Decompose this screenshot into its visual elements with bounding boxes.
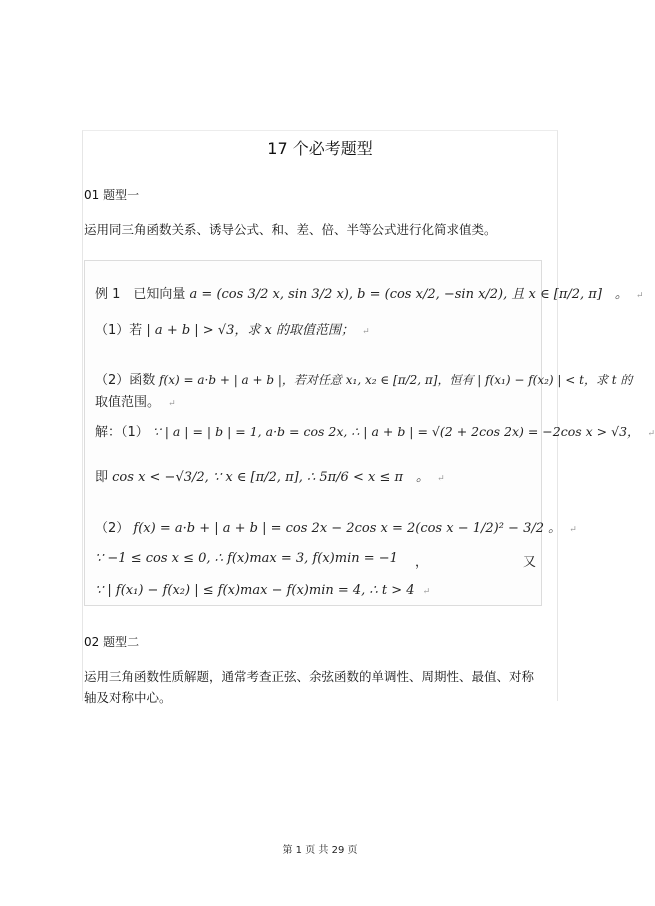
solution-label: 解：（1） <box>95 425 149 440</box>
example-line-2 <box>95 319 370 338</box>
example-line-1 <box>95 283 644 302</box>
question-math: f(x) = a·b + | a + b |，若对任意 x₁, x₂ ∈ [π/2, π]，恒有 | f(x₁) − f(x₂) | < t，求 t 的 <box>159 373 633 387</box>
return-mark: ↵ <box>569 525 577 535</box>
example-line-5 <box>95 421 655 440</box>
example-image <box>84 260 655 606</box>
question-math: | a + b | > √3，求 x 的取值范围； <box>146 323 354 338</box>
section-heading-2: 02 题型二 <box>84 635 140 649</box>
return-mark: ↵ <box>362 327 370 337</box>
example-line-3 <box>95 369 632 388</box>
question-label: （1）若 <box>95 323 143 338</box>
return-mark: ↵ <box>647 429 655 439</box>
solution-math: f(x) = a·b + | a + b | = cos 2x − 2cos x = 2(cos x − 1/2)² − 3/2 。 <box>133 521 562 536</box>
return-mark: ↵ <box>168 399 176 409</box>
example-line-6 <box>95 466 445 485</box>
comma-mark: ， <box>415 555 429 570</box>
example-line-4 <box>95 391 176 410</box>
example-line-8 <box>95 551 537 570</box>
solution-math: ∵ | a | = | b | = 1, a·b = cos 2x, ∴ | a + b | = √(2 + 2cos 2x) = −2cos x > √3， <box>152 424 640 439</box>
section-text-1: 运用同三角函数关系、诱导公式、和、差、倍、半等公式进行化简求值类。 <box>84 222 497 237</box>
return-mark: ↵ <box>437 474 445 484</box>
solution-math: ∵ −1 ≤ cos x ≤ 0, ∴ f(x)max = 3, f(x)min = −1 <box>95 551 398 566</box>
question-text: 取值范围。 <box>95 395 161 410</box>
example-line-7 <box>95 517 577 536</box>
example-line-9 <box>95 583 430 598</box>
solution-math: cos x < −√3/2, ∵ x ∈ [π/2, π], ∴ 5π/6 < x ≤ π 。 <box>112 470 430 485</box>
solution-label: 即 <box>95 470 109 485</box>
page-footer: 第 1 页 共 29 页 <box>282 845 358 856</box>
example-label: 例 1 已知向量 <box>95 287 186 302</box>
solution-label: （2） <box>95 521 130 536</box>
you-mark: 又 <box>523 555 537 570</box>
section-heading-1: 01 题型一 <box>84 188 140 202</box>
section-text-2: 运用三角函数性质解题，通常考查正弦、余弦函数的单调性、周期性、最值、对称轴及对称中心。 <box>84 669 535 705</box>
return-mark: ↵ <box>636 291 644 301</box>
return-mark: ↵ <box>422 587 431 597</box>
question-label: （2）函数 <box>95 373 156 388</box>
solution-math: ∵ | f(x₁) − f(x₂) | ≤ f(x)max − f(x)min = 4, ∴ t > 4 <box>95 583 415 598</box>
page-title: 17 个必考题型 <box>267 139 373 158</box>
example-math: a = (cos 3/2 x, sin 3/2 x), b = (cos x/2, −sin x/2), 且 x ∈ [π/2, π] 。 <box>189 287 628 302</box>
